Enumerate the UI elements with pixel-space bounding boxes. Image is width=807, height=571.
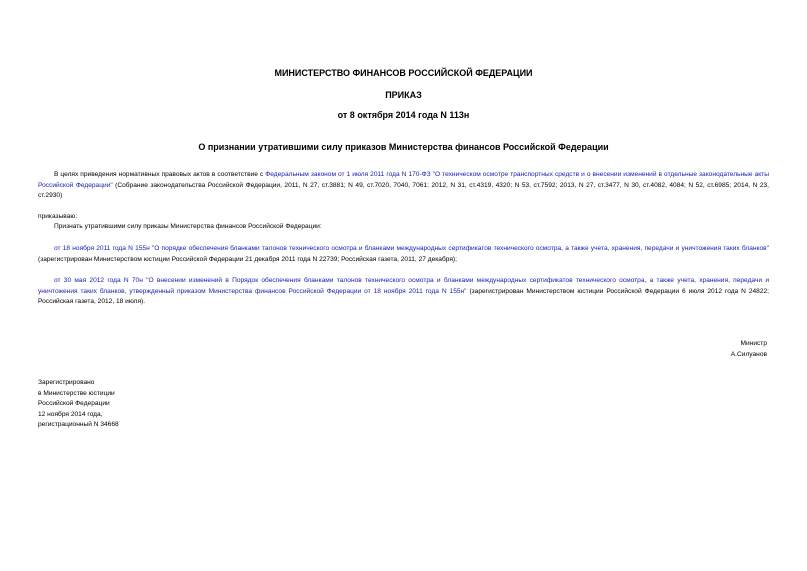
order-70n-link[interactable]: от 30 мая 2012 года N 70н "О внесении изменений в Порядок обеспечения бланками талонов технического осмотра и бланками международных сертификатов технического осмотра, а также учета, хранения, передачи и уничтожения таких бланков, утвержденный приказом Министерства финансов Российской Федерации от 18 ноября 2011 года N 155н" [38, 277, 769, 295]
ministry-heading: МИНИСТЕРСТВО ФИНАНСОВ РОССИЙСКОЙ ФЕДЕРАЦИИ [274, 68, 533, 78]
list-item [38, 244, 769, 265]
item-tail: (зарегистрирован Министерством юстиции Российской Федерации 6 июля 2012 года N 24822; Российская газета, 2012, 18 июля). [38, 287, 769, 305]
registration-line: регистрационный N 34668 [38, 421, 119, 428]
item-tail: (зарегистрирован Министерством юстиции Российской Федерации 21 декабря 2011 года N 22739; Российская газета, 2011, 27 декабря); [38, 255, 457, 263]
preamble-lead: В целях приведения нормативных правовых актов в соответствие с [54, 171, 266, 178]
registration-block [38, 378, 119, 431]
signature-block [731, 339, 767, 360]
signature-name: А.Силуанов [730, 350, 767, 358]
federal-law-link[interactable]: Федеральным законом от 1 июля 2011 года N 170-ФЗ "О техническом осмотре транспортных средств и о внесении изменений в отдельные законодательные акты Российской Федерации" [38, 171, 769, 189]
decision-text: Признать утратившими силу приказы Министерства финансов Российской Федерации: [54, 223, 322, 230]
registration-line: Зарегистрировано [38, 379, 95, 386]
doc-type-heading: ПРИКАЗ [385, 90, 422, 100]
preamble-tail: (Собрание законодательства Российской Федерации, 2011, N 27, ст.3881; N 49, ст.7020, 7040, 7061; 2012, N 31, ст.4319, 4320; N 53, ст.7592; 2013, N 27, ст.3477, N 30, ст.4082, 4084; N 52, ст.6985; 2014, N 23, ст.2930) [38, 181, 769, 199]
signature-position: Министр [740, 340, 767, 347]
order-word: приказываю: [38, 213, 78, 220]
order-155n-link[interactable]: от 18 ноября 2011 года N 155н "О порядке обеспечения бланками талонов технического осмотра и бланками международных сертификатов технического осмотра, а также учета, хранения, передачи и уничтожения таких бланков" [54, 245, 769, 252]
list-item [38, 276, 769, 308]
document-title: О признании утратившими силу приказов Министерства финансов Российской Федерации [198, 142, 609, 152]
registration-line: в Министерстве юстиции [38, 389, 115, 397]
date-number-heading: от 8 октября 2014 года N 113н [337, 110, 470, 120]
registration-line: Российской Федерации [38, 400, 110, 407]
preamble-paragraph [38, 170, 769, 202]
registration-line: 12 ноября 2014 года, [38, 410, 103, 418]
